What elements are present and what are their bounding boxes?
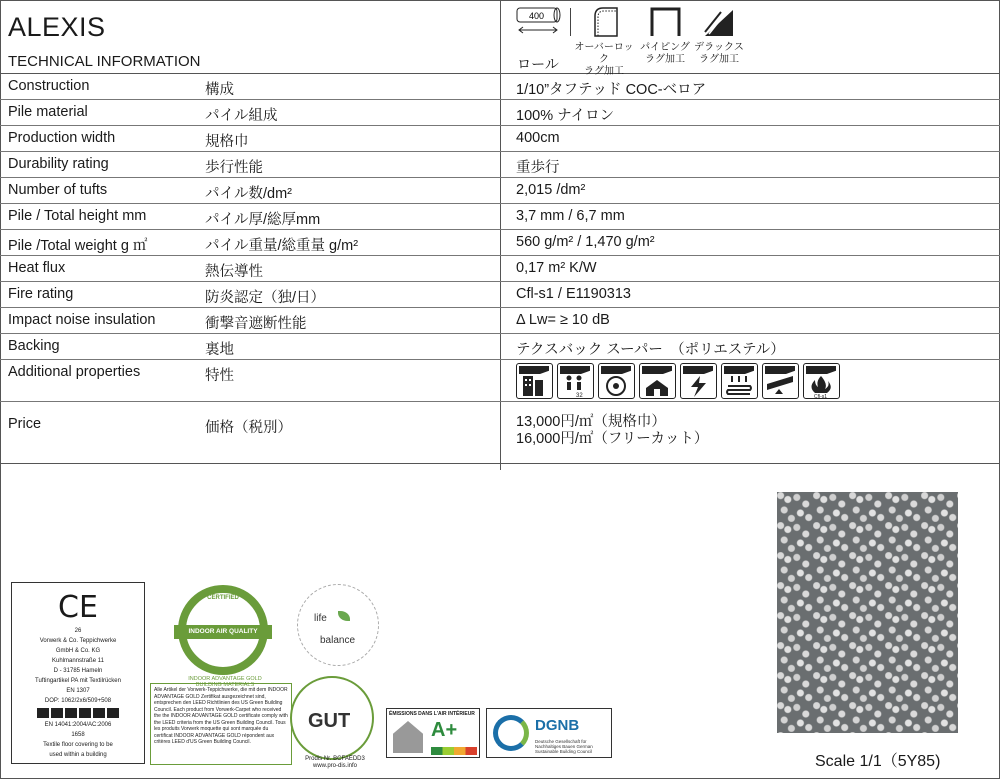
iaq-sub1: INDOOR ADVANTAGE GOLD (188, 676, 262, 682)
ce-mark: CE (58, 590, 98, 625)
ce-line: Kuhlmannstraße 11 (52, 658, 104, 664)
spec-row-heat-flux (0, 256, 1000, 282)
overlock-label-2: ラグ加工 (584, 66, 624, 77)
commercial-use-icon (516, 363, 553, 399)
emission-grade: A+ (431, 719, 458, 741)
class-32-label: 32 (576, 393, 583, 398)
spec-label-jp: パイル厚/総厚mm (205, 212, 321, 228)
iaq-certified: CERTIFIED (207, 595, 239, 601)
spec-row-production-width (0, 126, 1000, 152)
spec-value: 1/10”タフテッド COC-ベロア (516, 82, 707, 98)
ce-line: Tuftingartikel PA mit Textilrücken (35, 678, 121, 684)
spec-row-impact-noise (0, 308, 1000, 334)
stairs-icon (639, 363, 676, 399)
emission-label (386, 708, 480, 758)
spec-value: Δ Lw= ≥ 10 dB (516, 312, 610, 328)
spec-row-tufts (0, 178, 1000, 204)
price-standard: 13,000円/㎡（規格巾） (516, 414, 666, 430)
spec-value: テクスバック スーパー （ポリエステル） (516, 342, 785, 358)
ce-line: Textile floor covering to be (43, 742, 113, 748)
dgnb-label (486, 708, 612, 758)
antistatic-icon (680, 363, 717, 399)
iaq-statement: Alle Artikel der Vorwerk-Teppichwerke, die mit dem INDOOR ADVANTAGE GOLD Zertifikat ausgezeichnet sind, entsprechen den LEED Richtlinien des US Green Building Council. Each product from Vorwerk-Carpet who received the the INDOOR ADVANTAGE GOLD certificate comply with the LEED criteria from the US Green Building Council. Tous les produits Vorwerk moquette qui sont marquée du certificat INDOOR ADVANTAGE GOLD répondent aux critères LEED d'US Green Building Council. (150, 683, 292, 765)
dgnb-logo-icon (493, 715, 529, 751)
spec-row-additional (0, 360, 1000, 402)
spec-value: 0,17 m² K/W (516, 260, 597, 276)
spec-row-fire-rating (0, 282, 1000, 308)
dgnb-name: DGNB (535, 717, 580, 734)
life-balance-seal (297, 584, 379, 666)
price-label-en: Price (8, 416, 42, 432)
finish-deluxe (694, 6, 744, 66)
roll-width-value: 400 (529, 11, 545, 21)
deluxe-icon (703, 6, 735, 38)
spec-label-jp: 裏地 (205, 342, 234, 358)
deluxe-label-1: デラックス (694, 42, 744, 53)
piping-icon (649, 6, 681, 38)
spec-label-jp: パイル数/dm² (205, 186, 292, 202)
wheelchair-32-icon (557, 363, 594, 399)
roll-item (514, 6, 562, 72)
finish-piping (640, 6, 690, 66)
finish-overlock (570, 6, 638, 78)
spec-row-weight (0, 230, 1000, 256)
ce-line: D - 31785 Hameln (53, 668, 103, 674)
spec-label-en: Production width (8, 130, 116, 146)
spec-label-jp: 特性 (205, 368, 234, 384)
sample-scale-label: Scale 1/1（5Y85) (815, 753, 941, 770)
spec-label-jp: 規格巾 (205, 134, 249, 150)
overlock-label-1: オーバーロック (574, 42, 634, 65)
spec-row-pile-material (0, 100, 1000, 126)
spec-table (0, 74, 1000, 464)
spec-label-en: Fire rating (8, 286, 74, 302)
gut-subtitle (300, 756, 370, 770)
spec-value: 560 g/m² / 1,470 g/m² (516, 234, 655, 250)
indoor-air-quality-seal (178, 585, 268, 675)
spec-label-en: Pile material (8, 104, 88, 120)
spec-label-en: Pile /Total weight g ㎡ (8, 238, 148, 254)
spec-label-en: Construction (8, 78, 90, 94)
dgnb-subtitle: Deutsche Gesellschaft für Nachhaltiges Bauen German Sustainable Building Council (535, 739, 593, 754)
spec-value: 100% ナイロン (516, 108, 615, 124)
deluxe-label-2: ラグ加工 (699, 54, 739, 65)
ce-line: used within a building (49, 752, 107, 758)
ce-line: EN 14041:2004/AC:2006 (44, 722, 112, 728)
spec-value: 400cm (516, 130, 560, 146)
roll-label: ロール (517, 56, 559, 72)
ce-line: Vorwerk & Co. Teppichwerke (39, 638, 117, 644)
price-values (516, 414, 708, 448)
piping-label-1: パイピング (640, 42, 690, 53)
spec-label-en: Number of tufts (8, 182, 108, 198)
spec-label-en: Impact noise insulation (8, 312, 156, 328)
overlock-icon (589, 6, 619, 38)
spec-label-en: Durability rating (8, 156, 109, 172)
section-subtitle: TECHNICAL INFORMATION (8, 53, 201, 70)
spec-row-construction (0, 74, 1000, 100)
spec-value: Cfl-s1 / E1190313 (516, 286, 631, 302)
spec-row-durability (0, 152, 1000, 178)
balance-text: balance (320, 635, 356, 646)
ce-label (11, 582, 145, 764)
spec-label-jp: 防炎認定（独/日） (205, 290, 326, 306)
iaq-band: INDOOR AIR QUALITY (174, 625, 272, 639)
spec-label-en: Pile / Total height mm (8, 208, 147, 224)
underfloor-heating-icon (721, 363, 758, 399)
spec-row-backing (0, 334, 1000, 360)
ce-line: DOP: 1062/2x6/509+508 (44, 698, 112, 704)
spec-label-jp: 歩行性能 (205, 160, 263, 176)
ce-line: 26 (74, 628, 82, 634)
spec-label-en: Heat flux (8, 260, 66, 276)
spec-row-price (0, 402, 1000, 464)
roll-width-icon (515, 6, 561, 36)
iaq-sub2: BUILDING MATERIALS (195, 682, 255, 688)
spec-label-jp: パイル組成 (205, 108, 278, 124)
spec-label-jp: 熱伝導性 (205, 264, 263, 280)
castor-chair-icon (598, 363, 635, 399)
spec-label-jp: 衝撃音遮断性能 (205, 316, 307, 332)
ce-line: EN 1307 (66, 688, 90, 694)
ce-line: GmbH & Co. KG (55, 648, 101, 654)
spec-value: 3,7 mm / 6,7 mm (516, 208, 625, 224)
spec-value: 2,015 /dm² (516, 182, 586, 198)
leaf-icon (338, 611, 350, 621)
spec-label-jp: 構成 (205, 82, 234, 98)
gut-prodis: Prodis Nr. BCFAEDD3 (305, 756, 365, 762)
gut-mark: GUT (308, 710, 351, 732)
spec-label-en: Backing (8, 338, 60, 354)
life-text: life (314, 613, 327, 624)
spec-row-height (0, 204, 1000, 230)
gut-seal (290, 676, 374, 760)
carpet-sample-image (777, 492, 958, 733)
property-icons (516, 363, 840, 399)
emission-scale (431, 747, 477, 755)
house-icon (393, 721, 423, 753)
ce-line: 1658 (71, 732, 85, 738)
gut-url: www.pro-dis.info (312, 763, 357, 769)
spec-label-en: Additional properties (8, 364, 141, 380)
product-title: ALEXIS (8, 12, 106, 42)
finish-icons (514, 6, 994, 77)
piping-label-2: ラグ加工 (645, 54, 685, 65)
ce-symbol-row (12, 708, 144, 718)
fire-class-label: Cfl-s1 (814, 394, 828, 398)
fire-cfl-s1-icon (803, 363, 840, 399)
spec-value: 重歩行 (516, 160, 560, 176)
price-freecut: 16,000円/㎡（フリーカット） (516, 431, 709, 447)
price-label-jp: 価格（税別） (205, 420, 292, 436)
spec-label-jp: パイル重量/総重量 g/m² (205, 238, 359, 254)
emission-title: ÉMISSIONS DANS L'AIR INTÉRIEUR (389, 711, 475, 717)
wet-shampoo-icon (762, 363, 799, 399)
